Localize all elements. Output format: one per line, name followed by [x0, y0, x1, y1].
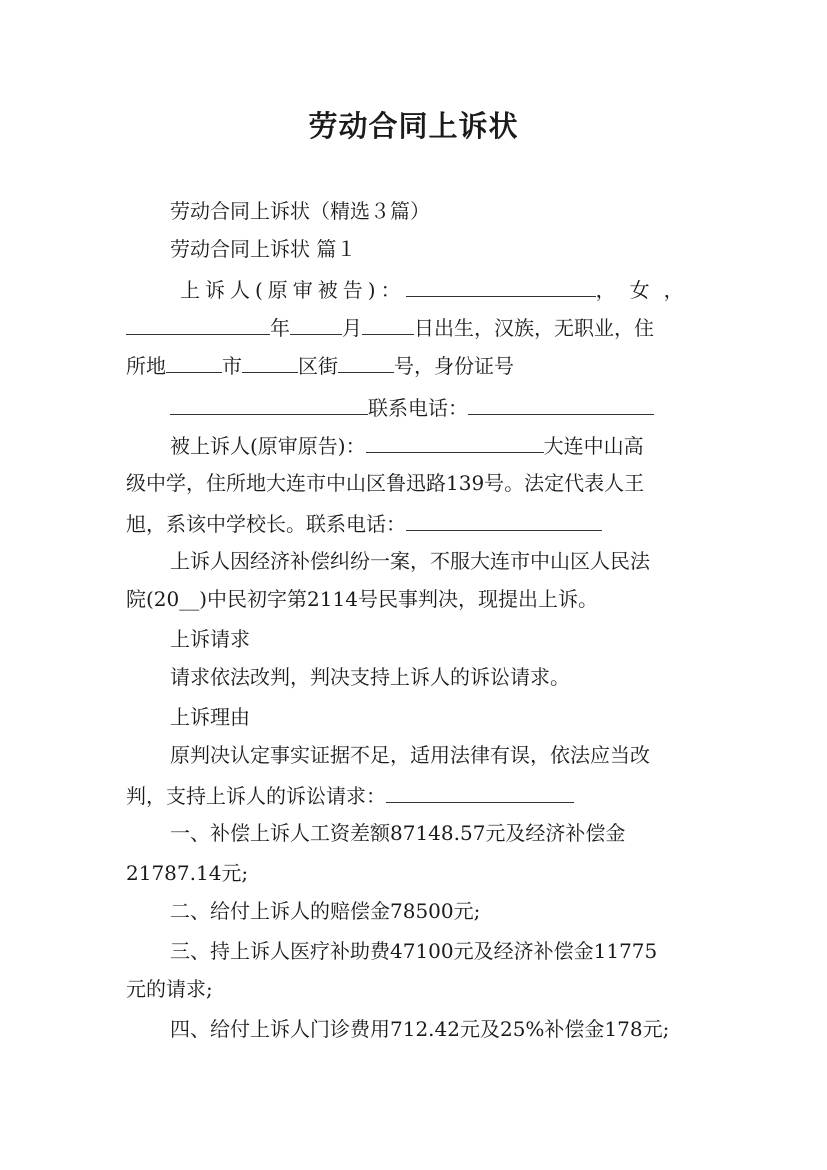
reason-line-1: 原判决认定事实证据不足，适用法律有误，依法应当改 — [170, 743, 650, 767]
birth-text: 日出生，汉族，无职业，住 — [414, 316, 654, 340]
number-blank — [338, 350, 394, 373]
item-2: 二、给付上诉人的赔偿金78500元; — [170, 899, 481, 923]
case-line-1: 上诉人因经济补偿纠纷一案，不服大连市中山区人民法 — [170, 549, 650, 573]
id-number-blank — [170, 392, 368, 415]
appellant-line-2 — [126, 312, 701, 343]
request-heading: 上诉请求 — [170, 627, 250, 651]
appellee-name-blank — [366, 430, 544, 453]
birth-year-blank — [126, 312, 270, 335]
birth-month-label: 月 — [342, 316, 362, 340]
city-blank — [166, 350, 222, 373]
appellee-line-1 — [170, 430, 701, 461]
request-text: 请求依法改判，判决支持上诉人的诉讼请求。 — [170, 665, 570, 689]
district-blank — [242, 350, 298, 373]
city-label: 市 — [222, 354, 242, 378]
appellant-line-1 — [180, 274, 701, 305]
section-heading: 劳动合同上诉状 篇１ — [170, 237, 357, 261]
item-4: 四、给付上诉人门诊费用712.42元及25%补偿金178元; — [170, 1017, 670, 1041]
reason-line-2-text: 判，支持上诉人的诉讼请求： — [126, 784, 386, 808]
appellee-label: 被上诉人(原审原告)： — [170, 434, 366, 458]
appellant-gender: ，女， — [595, 278, 698, 302]
appellee-tail: 大连中山高 — [543, 434, 644, 458]
item-3-line-2: 元的请求; — [126, 977, 213, 1001]
appellee-line-3 — [126, 508, 701, 539]
birth-month-blank — [290, 312, 342, 335]
appellee-phone-blank — [406, 508, 602, 531]
reason-heading: 上诉理由 — [170, 705, 250, 729]
id-number-label: 号，身份证号 — [394, 354, 514, 378]
item-1-line-1: 一、补偿上诉人工资差额87148.57元及经济补偿金 — [170, 821, 626, 845]
district-label: 区街 — [298, 354, 338, 378]
reason-line-2 — [126, 780, 701, 811]
appellant-phone-blank — [468, 392, 654, 415]
item-1-line-2: 21787.14元; — [126, 861, 249, 885]
appellant-label: 上诉人(原审被告)： — [180, 278, 406, 302]
appellant-line-3 — [126, 350, 701, 381]
appellant-phone-label: 联系电话： — [368, 396, 468, 420]
case-line-2: 院(20__)中民初字第2114号民事判决，现提出上诉。 — [126, 587, 598, 611]
subtitle: 劳动合同上诉状（精选３篇） — [170, 199, 430, 223]
document-title: 劳动合同上诉状 — [308, 109, 519, 143]
appellee-phone-label: 旭，系该中学校长。联系电话： — [126, 512, 406, 536]
birth-year-label: 年 — [270, 316, 290, 340]
appellant-name-blank — [406, 274, 596, 297]
reason-blank — [386, 780, 574, 803]
appellant-line-4 — [170, 392, 701, 423]
item-3-line-1: 三、持上诉人医疗补助费47100元及经济补偿金11775 — [170, 939, 658, 963]
appellee-line-2: 级中学，住所地大连市中山区鲁迅路139号。法定代表人王 — [126, 471, 645, 495]
address-prefix: 所地 — [126, 354, 166, 378]
birth-day-blank — [362, 312, 414, 335]
